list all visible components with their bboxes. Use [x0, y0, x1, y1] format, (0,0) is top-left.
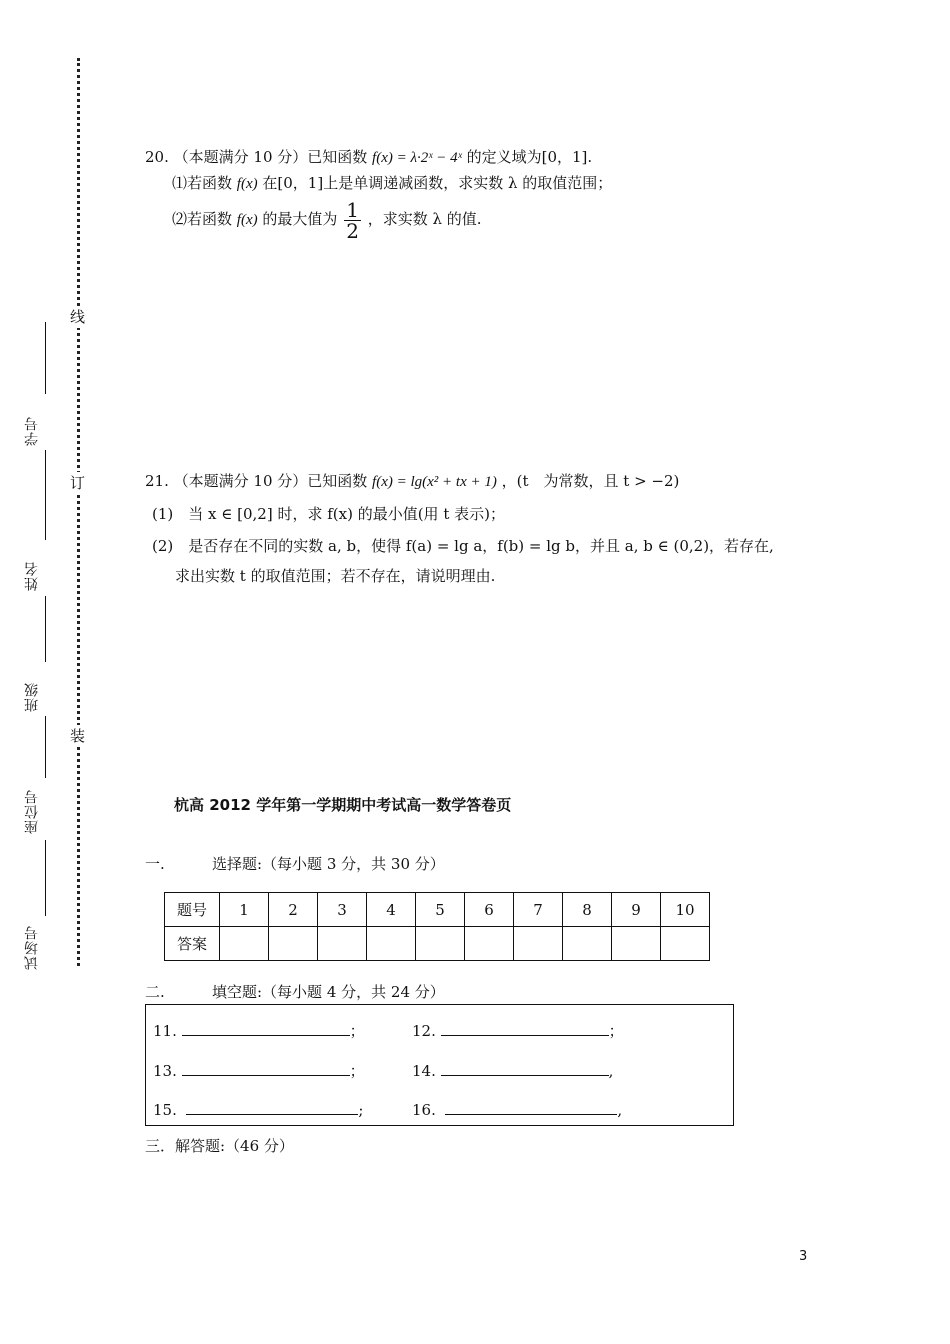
answer-cell[interactable] — [465, 927, 514, 961]
blank-end: ； — [349, 1062, 365, 1080]
section-2-title: 填空题:（每小题 4 分，共 24 分） — [212, 983, 445, 1001]
section-3-title: 三．解答题:（46 分） — [145, 1137, 294, 1155]
fraction-numerator: 1 — [346, 197, 359, 222]
table-number-cell: 8 — [563, 893, 612, 927]
answer-cell[interactable] — [612, 927, 661, 961]
blank-label: 12. — [412, 1022, 436, 1040]
answer-cell[interactable] — [220, 927, 269, 961]
answer-cell[interactable] — [416, 927, 465, 961]
blank-label: 14. — [412, 1062, 436, 1080]
q20-part1-post: 在[0，1]上是单调递减函数，求实数 λ 的取值范围； — [262, 174, 613, 192]
table-number-cell: 5 — [416, 893, 465, 927]
blank-end: ; — [358, 1101, 364, 1119]
q20-number: 20. — [145, 148, 169, 166]
answer-blank[interactable] — [441, 1061, 609, 1076]
blank-16 — [412, 1099, 622, 1121]
blank-label: 11. — [153, 1022, 177, 1040]
answer-cell[interactable] — [318, 927, 367, 961]
blank-12 — [412, 1020, 624, 1042]
answer-blank[interactable] — [186, 1100, 358, 1115]
one-half-fraction — [344, 197, 361, 243]
q21-part2-continued: 求出实数 t 的取值范围；若不存在，请说明理由. — [175, 567, 496, 585]
binding-word-line: 线 — [70, 308, 86, 326]
answer-blank[interactable] — [445, 1100, 617, 1115]
answer-blank[interactable] — [441, 1021, 609, 1036]
page-number: 3 — [799, 1249, 808, 1264]
table-number-cell: 6 — [465, 893, 514, 927]
q20-part2-mid: 的最大值为 — [262, 210, 338, 228]
blank-13 — [153, 1060, 365, 1082]
name-line — [45, 450, 46, 540]
choice-answer-table — [164, 892, 710, 961]
table-number-cell: 10 — [661, 893, 710, 927]
q20-part1-pre: ⑴若函数 — [172, 174, 233, 192]
name-label: 姓名 — [24, 561, 40, 591]
exam-room-line — [45, 840, 46, 916]
answer-blank[interactable] — [182, 1021, 350, 1036]
q21-number: 21. — [145, 472, 169, 490]
q21-stem-text: （本题满分 10 分）已知函数 — [173, 472, 368, 490]
q20-part1-func: f(x) — [236, 176, 258, 192]
answer-blank[interactable] — [182, 1061, 350, 1076]
table-answer-label: 答案 — [165, 927, 220, 961]
answer-cell[interactable] — [514, 927, 563, 961]
blank-end: ； — [349, 1022, 365, 1040]
q20-part2-post: ，求实数 λ 的值. — [367, 210, 482, 228]
seat-line — [45, 716, 46, 778]
blank-end: , — [617, 1101, 623, 1119]
q20-part2-pre: ⑵若函数 — [172, 210, 233, 228]
q21-stem — [145, 470, 679, 493]
q20-part1 — [172, 172, 612, 195]
answer-cell[interactable] — [661, 927, 710, 961]
table-number-cell: 7 — [514, 893, 563, 927]
table-number-cell: 3 — [318, 893, 367, 927]
binding-word-bind: 装 — [70, 727, 86, 745]
blank-end: , — [608, 1062, 614, 1080]
answer-cell[interactable] — [563, 927, 612, 961]
blank-14 — [412, 1060, 613, 1082]
class-label: 班级 — [24, 682, 40, 712]
answer-sheet-title: 杭高 2012 学年第一学期期中考试高一数学答卷页 — [174, 796, 512, 814]
table-number-cell: 4 — [367, 893, 416, 927]
blank-15 — [153, 1099, 363, 1121]
q20-stem — [145, 146, 592, 169]
q20-stem-text: （本题满分 10 分）已知函数 — [173, 148, 368, 166]
section-1-label: 一. — [145, 855, 165, 873]
class-line — [45, 596, 46, 662]
exam-room-label: 试场号 — [24, 925, 40, 970]
student-id-line — [45, 322, 46, 394]
answer-cell[interactable] — [367, 927, 416, 961]
table-row-answers — [165, 927, 710, 961]
blank-label: 15. — [153, 1101, 177, 1119]
student-id-label: 学号 — [24, 416, 40, 446]
q21-function: f(x) = lg(x² + tx + 1) — [372, 474, 497, 490]
q20-part2-func: f(x) — [236, 212, 258, 228]
table-number-cell: 2 — [269, 893, 318, 927]
blank-end: ； — [608, 1022, 624, 1040]
q21-condition: ，(t 为常数，且 t > −2) — [501, 472, 680, 490]
section-2-label: 二. — [145, 983, 165, 1001]
table-header-label: 题号 — [165, 893, 220, 927]
section-1-title: 选择题:（每小题 3 分，共 30 分） — [212, 855, 445, 873]
binding-dotted-line — [77, 58, 80, 966]
q21-part1: (1) 当 x ∈ [0,2] 时，求 f(x) 的最小值(用 t 表示)； — [152, 505, 505, 523]
q20-function: f(x) = λ·2ˣ − 4ˣ — [372, 150, 462, 166]
answer-cell[interactable] — [269, 927, 318, 961]
seat-label: 座位号 — [24, 789, 40, 834]
binding-word-staple: 订 — [70, 474, 86, 492]
blank-label: 16. — [412, 1101, 436, 1119]
blank-11 — [153, 1020, 365, 1042]
table-number-cell: 1 — [220, 893, 269, 927]
fraction-denominator: 2 — [346, 218, 359, 243]
table-row-numbers — [165, 893, 710, 927]
q20-domain: 的定义域为[0，1]. — [466, 148, 593, 166]
q21-part2: (2) 是否存在不同的实数 a, b，使得 f(a) = lg a，f(b) = lg b，并且 a, b ∈ (0,2)，若存在, — [152, 537, 774, 555]
blank-label: 13. — [153, 1062, 177, 1080]
table-number-cell: 9 — [612, 893, 661, 927]
q20-part2 — [172, 196, 482, 243]
